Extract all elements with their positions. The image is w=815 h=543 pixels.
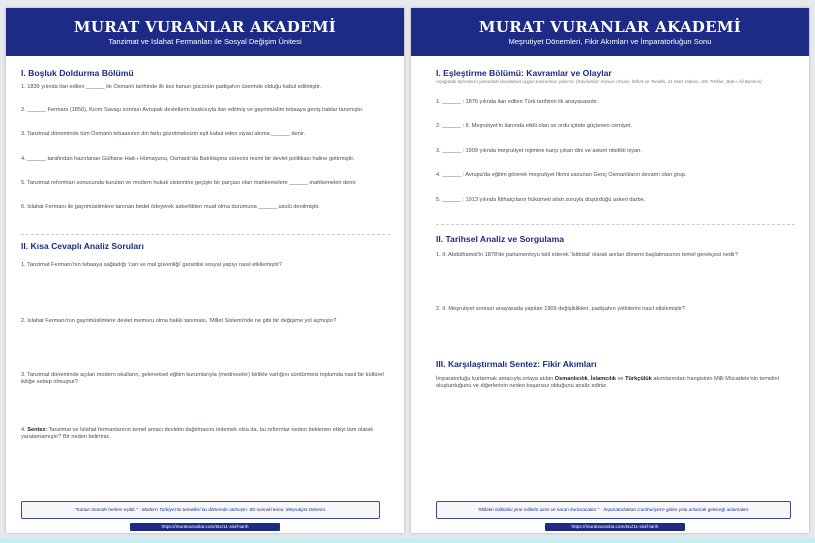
- unit-subtitle: Meşrutiyet Dönemleri, Fikir Akımları ve İmparatorluğun Sonu: [508, 37, 712, 46]
- viewer-bottom-bar: [0, 538, 815, 543]
- synthesis-label: Sentez:: [27, 427, 48, 433]
- matching-instructions: Aşağıdaki tanımların yanındaki boşluklara uygun kavramları yazınız. (Kavramlar: Kanun-i Esasi, İttihat ve Terakki, 31 Mart Vakası, Jön Türkler, Bab-ı Âli Baskını): [436, 79, 762, 84]
- worksheet-page-1: [6, 8, 404, 533]
- question-item: 2. ______ Fermanı (1856), Kırım Savaşı sonrası Avrupalı devletlerin baskısıyla ilan edilmiş ve gayrimüslim tebaaya geniş haklar tanımıştır.: [21, 107, 364, 113]
- question-item: 5. Tanzimat reformları sonucunda kurulan ve modern hukuk sistemine geçişin bir parçası olan mahkemelere ______ mahkemeleri denir.: [21, 180, 357, 186]
- question-item: 1. 1839 yılında ilan edilen ______ ile Osmanlı tarihinde ilk kez kanun gücünün padişahın üzerinde olduğu kabul edilmiştir.: [21, 84, 322, 90]
- term-islamism: İslamcılık: [590, 376, 617, 382]
- section-divider: [21, 234, 390, 235]
- footer-url[interactable]: https://muratvuranlar.com/tsx/11-sinif-tarih: [545, 523, 685, 531]
- footer-quote: "Milletin istiklalini yine milletin azim ve kararı kurtaracaktır." - İmparatorluktan Cumhuriyet'e giden yolu anlamak geleceği anlamaktır.: [436, 501, 791, 519]
- brand-title: MURAT VURANLAR AKADEMİ: [478, 18, 742, 36]
- question-item: 1. Tanzimat Fermanı'nın tebaaya sağladığı 'can ve mal güvenliği' garantisi sosyal yapıyı nasıl etkilemiştir?: [21, 262, 282, 268]
- question-item: 5. ______ : 1913 yılında İttihatçıların hükümeti silah zoruyla düşürdüğü askeri darbe.: [436, 197, 646, 203]
- term-ottomanism: Osmanlıcılık: [554, 376, 588, 382]
- term-turkism: Türkçülük: [625, 376, 652, 382]
- worksheet-page-2: [411, 8, 809, 533]
- section-divider: [436, 224, 795, 225]
- footer-quote: "Kanun önünde herkes eşittir." - Modern Türkiye'nin temelleri bu dönemde atılmıştır. Bir sonraki konu: Meşrutiyet Dönemi.: [21, 501, 380, 519]
- question-item: 1. II. Abdülhamid'in 1878'de parlamentoyu tatil ederek 'İstibdat' olarak anılan dönemi başlatmasının temel gerekçesi nedir?: [436, 252, 739, 258]
- question-item: 3. Tanzimat döneminde açılan modern okulların, geleneksel eğitim kurumlarıyla (medreseler) birlikte varlığını sürdürmesi toplumda nasıl bir kültürel ikiliğe sebep olmuştur?: [21, 372, 384, 385]
- question-item: 2. II. Meşrutiyet sonrası anayasada yapılan 1909 değişiklikleri, padişahın yetkilerini nasıl etkilemiştir?: [436, 306, 686, 312]
- question-item: 2. Islahat Fermanı'nın gayrimüslimlere devlet memuru olma hakkı tanıması, 'Millet Sistemi'nde ne gibi bir değişime yol açmıştır?: [21, 318, 337, 324]
- section-heading-analysis: II. Tarihsel Analiz ve Sorgulama: [436, 234, 564, 244]
- unit-subtitle: Tanzimat ve Islahat Fermanları ile Sosyal Değişim Ünitesi: [108, 37, 302, 46]
- question-item: 1. ______ : 1876 yılında ilan edilen Türk tarihinin ilk anayasasıdır.: [436, 99, 599, 105]
- footer-url[interactable]: https://muratvuranlar.com/tsx/11-sinif-tarih: [130, 523, 280, 531]
- question-item: 6. Islahat Fermanı ile gayrimüslimlere tanınan bedel ödeyerek askerlikten muaf olma durumuna ______ usulü denilmiştir.: [21, 204, 320, 210]
- section-heading-fill-blanks: I. Boşluk Doldurma Bölümü: [21, 68, 134, 78]
- page-header: [6, 8, 404, 56]
- question-item: 4. ______ tarafından hazırlanan Gülhane Hatt-ı Hümayunu, Osmanlı'da Batılılaşma sürecini resmi bir devlet politikası haline getirmiştir.: [21, 156, 355, 162]
- section-heading-synthesis: III. Karşılaştırmalı Sentez: Fikir Akımları: [436, 359, 597, 369]
- question-item: 2. ______ : II. Meşrutiyet'in ilanında etkili olan ve ordu içinde güçlenen cemiyet.: [436, 123, 633, 129]
- question-item: 3. Tanzimat döneminde tüm Osmanlı tebaasının din farkı gözetmeksizin eşit kabul eden siyasi akıma ______ denir.: [21, 131, 306, 137]
- question-item: 4. ______ : Avrupa'da eğitim görerek meşrutiyet fikrini savunan Genç Osmanlıların devamı olan grup.: [436, 172, 687, 178]
- section-heading-matching: I. Eşleştirme Bölümü: Kavramlar ve Olaylar: [436, 68, 612, 78]
- question-item: 3. ______ : 1909 yılında meşrutiyet rejimine karşı çıkan dini ve askeri nitelikli isyan.: [436, 148, 642, 154]
- brand-title: MURAT VURANLAR AKADEMİ: [73, 18, 337, 36]
- question-item: 4. Sentez: Tanzimat ve Islahat fermanlarının temel amacı devletin dağılmasını önlemek olsa da, bu reformlar neden beklenen etkiyi tam olarak yaratamamıştır? Bir neden belirtiniz.: [21, 427, 374, 440]
- synthesis-question: İmparatorluğu kurtarmak amacıyla ortaya atılan Osmanlıcılık, İslamcılık ve Türkçülük akımlarından hangisinin Milli Mücadele'nin temelini oluşturduğunu ve diğerlerinin neden başarısız olduğunu analiz ediniz.: [436, 376, 779, 389]
- page-header: [411, 8, 809, 56]
- section-heading-short-answer: II. Kısa Cevaplı Analiz Soruları: [21, 241, 144, 251]
